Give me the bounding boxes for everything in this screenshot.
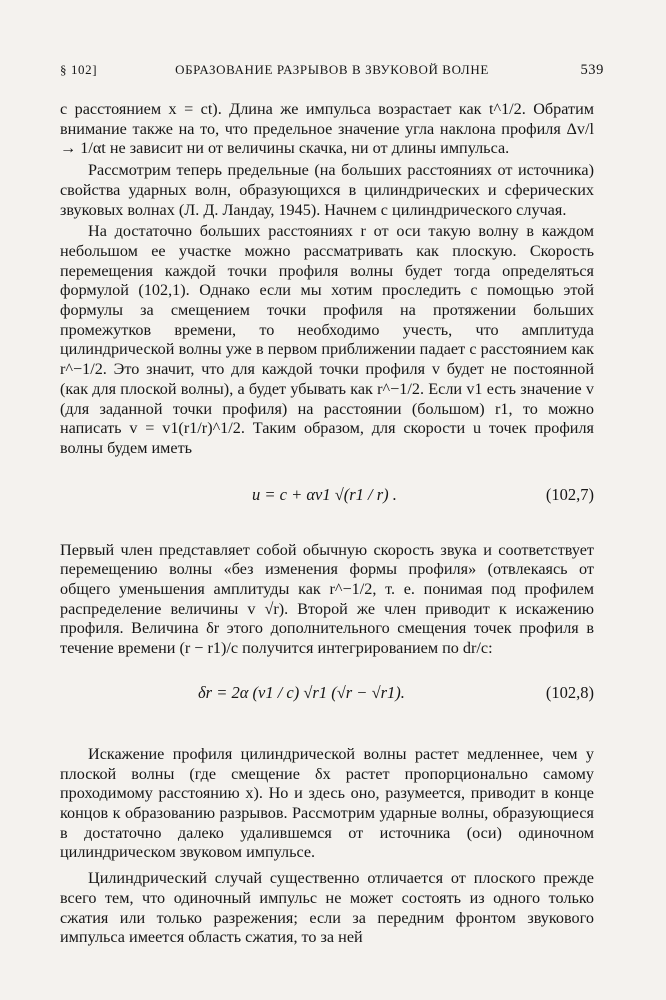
running-header: [60, 62, 604, 84]
equation-number: (102,7): [545, 484, 594, 504]
paragraph-6: Цилиндрический случай существенно отличается от плоского прежде всего тем, что одиночный импульс не может состоять из одного только сжатия или только разрежения; если за передним фронтом звукового импульса имеется область сжатия, то за ней: [60, 869, 594, 947]
paragraph-5: Искажение профиля цилиндрической волны растет медленнее, чем у плоской волны (где смещение δx растет пропорционально самому проходимому расстоянию x). Но и здесь оно, разумеется, приводит в конце концов к образованию разрывов. Рассмотрим ударные волны, образующиеся в достаточно далеко удалившемся от источника (оси) одиночном цилиндрическом звуковом импульсе.: [60, 744, 594, 862]
paragraph-1: с расстоянием x = ct). Длина же импульса возрастает как t^1/2. Обратим внимание также на то, что предельное значение угла наклона профиля Δv/l → 1/αt не зависит ни от величины скачка, ни от длины импульса.: [60, 100, 594, 158]
paragraph-2: Рассмотрим теперь предельные (на больших расстояниях от источника) свойства ударных волн, образующихся в цилиндрических и сферических звуковых волнах (Л. Д. Ландау, 1945). Начнем с цилиндрического случая.: [60, 161, 594, 219]
chapter-title: ОБРАЗОВАНИЕ РАЗРЫВОВ В ЗВУКОВОЙ ВОЛНЕ: [175, 62, 489, 77]
body-text: [60, 100, 594, 948]
section-marker: § 102]: [60, 62, 98, 77]
equation-102-8: [60, 673, 594, 717]
equation-number: (102,8): [545, 682, 594, 702]
equation-formula: u = c + αv1 √(r1 / r) .: [252, 484, 397, 504]
equation-formula: δr = 2α (v1 / c) √r1 (√r − √r1).: [198, 682, 405, 702]
paragraph-4: Первый член представляет собой обычную скорость звука и соответствует перемещению волны «без изменения формы профиля» (отвлекаясь от общего уменьшения амплитуды как r^−1/2, т. е. понимая под профилем распределение величины v √r). Второй же член приводит к искажению профиля. Величина δr этого дополнительного смещения точек профиля в течение времени (r − r1)/c получится интегрированием по dr/c:: [60, 540, 594, 658]
equation-102-7: [60, 475, 594, 519]
paragraph-3: На достаточно больших расстояниях r от оси такую волну в каждом небольшом ее участке можно рассматривать как плоскую. Скорость перемещения каждой точки профиля волны будет тогда определяться формулой (102,1). Однако если мы хотим проследить с помощью этой формулы за смещением точки профиля на протяжении больших промежутков времени, то необходимо учесть, что амплитуда цилиндрической волны уже в первом приближении падает с расстоянием как r^−1/2. Это значит, что для каждой точки профиля v будет не постоянной (как для плоской волны), а будет убывать как r^−1/2. Если v1 есть значение v (для заданной точки профиля) на расстоянии (большом) r1, то можно написать v = v1(r1/r)^1/2. Таким образом, для скорости u точек профиля волны будем иметь: [60, 222, 594, 457]
page-number: 539: [580, 62, 604, 78]
